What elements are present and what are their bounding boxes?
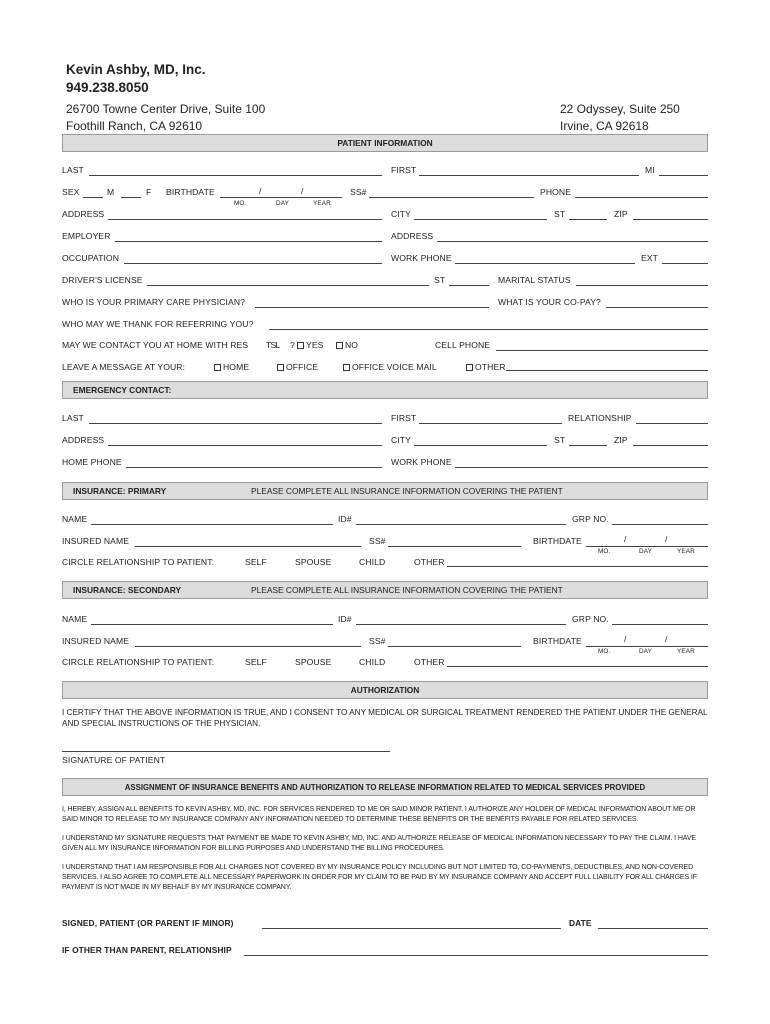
emergency-home-phone-label: HOME PHONE [62,457,122,467]
phone-label: PHONE [540,187,572,197]
message-other-option[interactable] [466,362,506,372]
message-home-option[interactable] [214,362,249,372]
authorization-text: I CERTIFY THAT THE ABOVE INFORMATION IS TRUE, AND I CONSENT TO ANY MEDICAL OR SURGICAL TREATMENT RENDERED THE PATIENT UNDER THE GENERAL AND SPECIAL INSTRUCTIONS OF THE PHYSICIAN. [62,708,708,728]
primary-birthdate-mo: MO. [598,548,611,555]
date-field[interactable] [598,928,708,929]
birthdate-slash-1: / [259,186,262,196]
secondary-child-option[interactable]: CHILD [359,657,386,667]
office-checkbox[interactable] [277,364,284,371]
insurance-primary-title: INSURANCE: PRIMARY [73,486,167,496]
primary-name-label: NAME [62,514,88,524]
message-office-option[interactable] [277,362,318,372]
office1-line1: 26700 Towne Center Drive, Suite 100 [66,102,266,116]
employer-label: EMPLOYER [62,231,111,241]
ext-label: EXT [641,253,659,263]
primary-id-label: ID# [338,514,352,524]
phone-field[interactable] [575,197,708,198]
secondary-id-label: ID# [338,614,352,624]
assignment-header: ASSIGNMENT OF INSURANCE BENEFITS AND AUTHORIZATION TO RELEASE INFORMATION RELATED TO MEDICAL SERVICES PROVIDED [62,778,708,796]
primary-birthdate-field[interactable] [586,546,708,547]
emergency-address-field[interactable] [108,445,382,446]
assignment-para-2: I UNDERSTAND MY SIGNATURE REQUESTS THAT PAYMENT BE MADE TO KEVIN ASHBY, MD, INC. AND AUTHORIZE RELEASE OF MEDICAL INFORMATION NECESSARY TO PAY THE CLAIM. I HAVE GIVEN ALL MY INSURANCE INFORMATION FOR BILLING PURPOSES AND UNDERSTAND THE BILLING PROCEDURES. [62,835,696,853]
leave-message-label: LEAVE A MESSAGE AT YOUR: [62,362,186,372]
secondary-ssn-field[interactable] [388,646,521,647]
first-name-field[interactable] [419,175,639,176]
work-phone-label: WORK PHONE [391,253,452,263]
state-label: ST [554,209,566,219]
emergency-city-field[interactable] [414,445,547,446]
contact-tsl-text: TSL [266,340,280,350]
secondary-birthdate-mo: MO. [598,648,611,655]
no-label: NO [345,340,359,350]
secondary-ssn-label: SS# [369,636,386,646]
birthdate-slash-2: / [301,186,304,196]
contact-question-mark: ? [290,340,295,350]
last-name-label: LAST [62,165,84,175]
contact-home-label: MAY WE CONTACT YOU AT HOME WITH RES [62,340,249,350]
secondary-birthdate-field[interactable] [586,646,708,647]
primary-physician-label: WHO IS YOUR PRIMARY CARE PHYSICIAN? [62,297,246,307]
emergency-work-phone-label: WORK PHONE [391,457,452,467]
primary-other-label: OTHER [414,557,445,567]
birthdate-day-label: DAY [276,200,289,207]
secondary-birthdate-slash-2: / [665,634,668,644]
work-phone-field[interactable] [455,263,635,264]
emergency-first-label: FIRST [391,413,417,423]
patient-signature-label: SIGNATURE OF PATIENT [62,755,166,765]
ext-field[interactable] [662,263,708,264]
state-field[interactable] [569,219,607,220]
secondary-other-field[interactable] [447,666,708,667]
authorization-header: AUTHORIZATION [62,681,708,699]
cell-phone-label: CELL PHONE [435,340,491,350]
zip-field[interactable] [633,219,708,220]
primary-spouse-option[interactable]: SPOUSE [295,557,332,567]
yes-label: YES [306,340,324,350]
secondary-self-option[interactable]: SELF [245,657,267,667]
emergency-city-label: CITY [391,435,411,445]
birthdate-field[interactable] [220,197,342,198]
insurance-secondary-title: INSURANCE: SECONDARY [73,585,182,595]
secondary-grp-field[interactable] [612,624,708,625]
contact-no-option[interactable] [336,340,358,350]
emergency-contact-header [62,381,708,399]
copay-field[interactable] [606,307,708,308]
emergency-relationship-label: RELATIONSHIP [568,413,632,423]
occupation-field[interactable] [124,263,382,264]
sex-m-field[interactable] [83,197,103,198]
voicemail-checkbox[interactable] [343,364,350,371]
signed-patient-label: SIGNED, PATIENT (OR PARENT IF MINOR) [62,918,234,928]
signed-patient-field[interactable] [262,928,561,929]
primary-insured-name-label: INSURED NAME [62,536,130,546]
other-option-label: OTHER [475,362,506,372]
occupation-label: OCCUPATION [62,253,120,263]
emergency-first-field[interactable] [419,423,562,424]
primary-id-field[interactable] [356,524,566,525]
other-checkbox[interactable] [466,364,473,371]
secondary-circle-label: CIRCLE RELATIONSHIP TO PATIENT: [62,657,215,667]
primary-birthdate-year: YEAR [677,548,695,555]
drivers-license-field[interactable] [147,285,429,286]
primary-ssn-label: SS# [369,536,386,546]
ssn-label: SS# [350,187,367,197]
home-checkbox[interactable] [214,364,221,371]
secondary-birthdate-day: DAY [639,648,652,655]
primary-insured-name-field[interactable] [135,546,361,547]
primary-self-option[interactable]: SELF [245,557,267,567]
primary-grp-field[interactable] [612,524,708,525]
practice-phone: 949.238.8050 [66,80,149,95]
first-name-label: FIRST [391,165,417,175]
relationship-field[interactable] [244,955,708,956]
secondary-birthdate-year: YEAR [677,648,695,655]
sex-label: SEX [62,187,80,197]
insurance-secondary-note: PLEASE COMPLETE ALL INSURANCE INFORMATION COVERING THE PATIENT [251,585,563,595]
sex-m-label: M [107,187,115,197]
primary-birthdate-day: DAY [639,548,652,555]
mi-label: MI [645,165,655,175]
emergency-work-phone-field[interactable] [455,467,708,468]
cell-phone-field[interactable] [496,350,708,351]
insurance-primary-note: PLEASE COMPLETE ALL INSURANCE INFORMATION COVERING THE PATIENT [251,486,563,496]
message-voicemail-option[interactable] [343,362,437,372]
primary-physician-field[interactable] [255,307,489,308]
insurance-primary-header [62,482,708,500]
assignment-para-1: I, HEREBY, ASSIGN ALL BENEFITS TO KEVIN ASHBY, MD, INC. FOR SERVICES RENDERED TO ME OR SAID MINOR PATIENT. I AUTHORIZE ANY HOLDER OF MEDICAL INFORMATION ABOUT ME OR SAID MINOR TO RELEASE TO MY INSURANCE COMPANY ANY INFORMATION NEEDED TO DETERMINE THESE BENEFITS OR THE BENEFITS PAYABLE FOR RELATED SERVICES. [62,806,696,824]
dl-state-label: ST [434,275,446,285]
ssn-field[interactable] [369,197,534,198]
contact-yes-option[interactable] [297,340,324,350]
birthdate-mo-label: MO. [234,200,247,207]
primary-name-field[interactable] [91,524,333,525]
emergency-address-label: ADDRESS [62,435,105,445]
employer-address-label: ADDRESS [391,231,434,241]
secondary-name-field[interactable] [91,624,333,625]
secondary-grp-label: GRP NO. [572,614,609,624]
primary-circle-label: CIRCLE RELATIONSHIP TO PATIENT: [62,557,215,567]
primary-birthdate-label: BIRTHDATE [533,536,582,546]
referral-label: WHO MAY WE THANK FOR REFERRING YOU? [62,319,254,329]
employer-field[interactable] [115,241,382,242]
birthdate-label: BIRTHDATE [166,187,215,197]
drivers-license-label: DRIVER'S LICENSE [62,275,143,285]
office-option-label: OFFICE [286,362,319,372]
insurance-secondary-header [62,581,708,599]
marital-status-label: MARITAL STATUS [498,275,571,285]
primary-birthdate-slash-1: / [624,534,627,544]
primary-birthdate-slash-2: / [665,534,668,544]
city-label: CITY [391,209,411,219]
emergency-state-field[interactable] [569,445,607,446]
message-other-field[interactable] [506,370,708,371]
dl-state-field[interactable] [449,285,489,286]
city-field[interactable] [414,219,547,220]
sex-f-label: F [146,187,152,197]
primary-ssn-field[interactable] [388,546,521,547]
sex-f-field[interactable] [121,197,141,198]
mi-field[interactable] [659,175,708,176]
primary-other-field[interactable] [447,566,708,567]
secondary-spouse-option[interactable]: SPOUSE [295,657,332,667]
office1-line2: Foothill Ranch, CA 92610 [66,119,203,133]
marital-status-field[interactable] [576,285,708,286]
copay-label: WHAT IS YOUR CO-PAY? [498,297,601,307]
emergency-relationship-field[interactable] [636,423,708,424]
emergency-state-label: ST [554,435,566,445]
home-option-label: HOME [223,362,250,372]
primary-child-option[interactable]: CHILD [359,557,386,567]
address-label: ADDRESS [62,209,105,219]
secondary-name-label: NAME [62,614,88,624]
emergency-last-label: LAST [62,413,84,423]
practice-name: Kevin Ashby, MD, Inc. [66,62,206,77]
office2-line1: 22 Odyssey, Suite 250 [560,102,680,116]
secondary-other-label: OTHER [414,657,445,667]
primary-grp-label: GRP NO. [572,514,609,524]
secondary-insured-name-label: INSURED NAME [62,636,130,646]
emergency-zip-label: ZIP [614,435,628,445]
secondary-id-field[interactable] [356,624,566,625]
emergency-home-phone-field[interactable] [126,467,382,468]
relationship-label: IF OTHER THAN PARENT, RELATIONSHIP [62,945,232,955]
employer-address-field[interactable] [437,241,708,242]
emergency-contact-title: EMERGENCY CONTACT: [73,385,172,395]
yes-checkbox[interactable] [297,342,304,349]
secondary-birthdate-label: BIRTHDATE [533,636,582,646]
birthdate-year-label: YEAR [313,200,331,207]
patient-information-header: PATIENT INFORMATION [62,134,708,152]
date-label: DATE [569,918,592,928]
secondary-birthdate-slash-1: / [624,634,627,644]
emergency-last-field[interactable] [89,423,382,424]
office2-line2: Irvine, CA 92618 [560,119,649,133]
address-field[interactable] [108,219,382,220]
referral-field[interactable] [269,329,708,330]
zip-label: ZIP [614,209,628,219]
last-name-field[interactable] [89,175,382,176]
secondary-insured-name-field[interactable] [135,646,361,647]
assignment-para-3: I UNDERSTAND THAT I AM RESPONSIBLE FOR ALL CHARGES NOT COVERED BY MY INSURANCE POLICY INCLUDING BUT NOT LIMITED TO, CO-PAYMENTS, DEDUCTIBLES, AND NON-COVERED SERVICES. I ALSO AGREE TO COMPLETE ALL NECESSARY PAPERWORK IN ORDER FOR MY CLAIM TO BE PAID BY MY INSURANCE COMPANY AND ACCEPT FULL LIABILITY FOR ALL CHARGES IF PAYMENT IS NOT MADE IN MY BEHALF BY MY INSURANCE COMPANY. [62,864,697,892]
voicemail-option-label: OFFICE VOICE MAIL [352,362,437,372]
patient-signature-field[interactable] [62,751,390,752]
emergency-zip-field[interactable] [633,445,708,446]
no-checkbox[interactable] [336,342,343,349]
